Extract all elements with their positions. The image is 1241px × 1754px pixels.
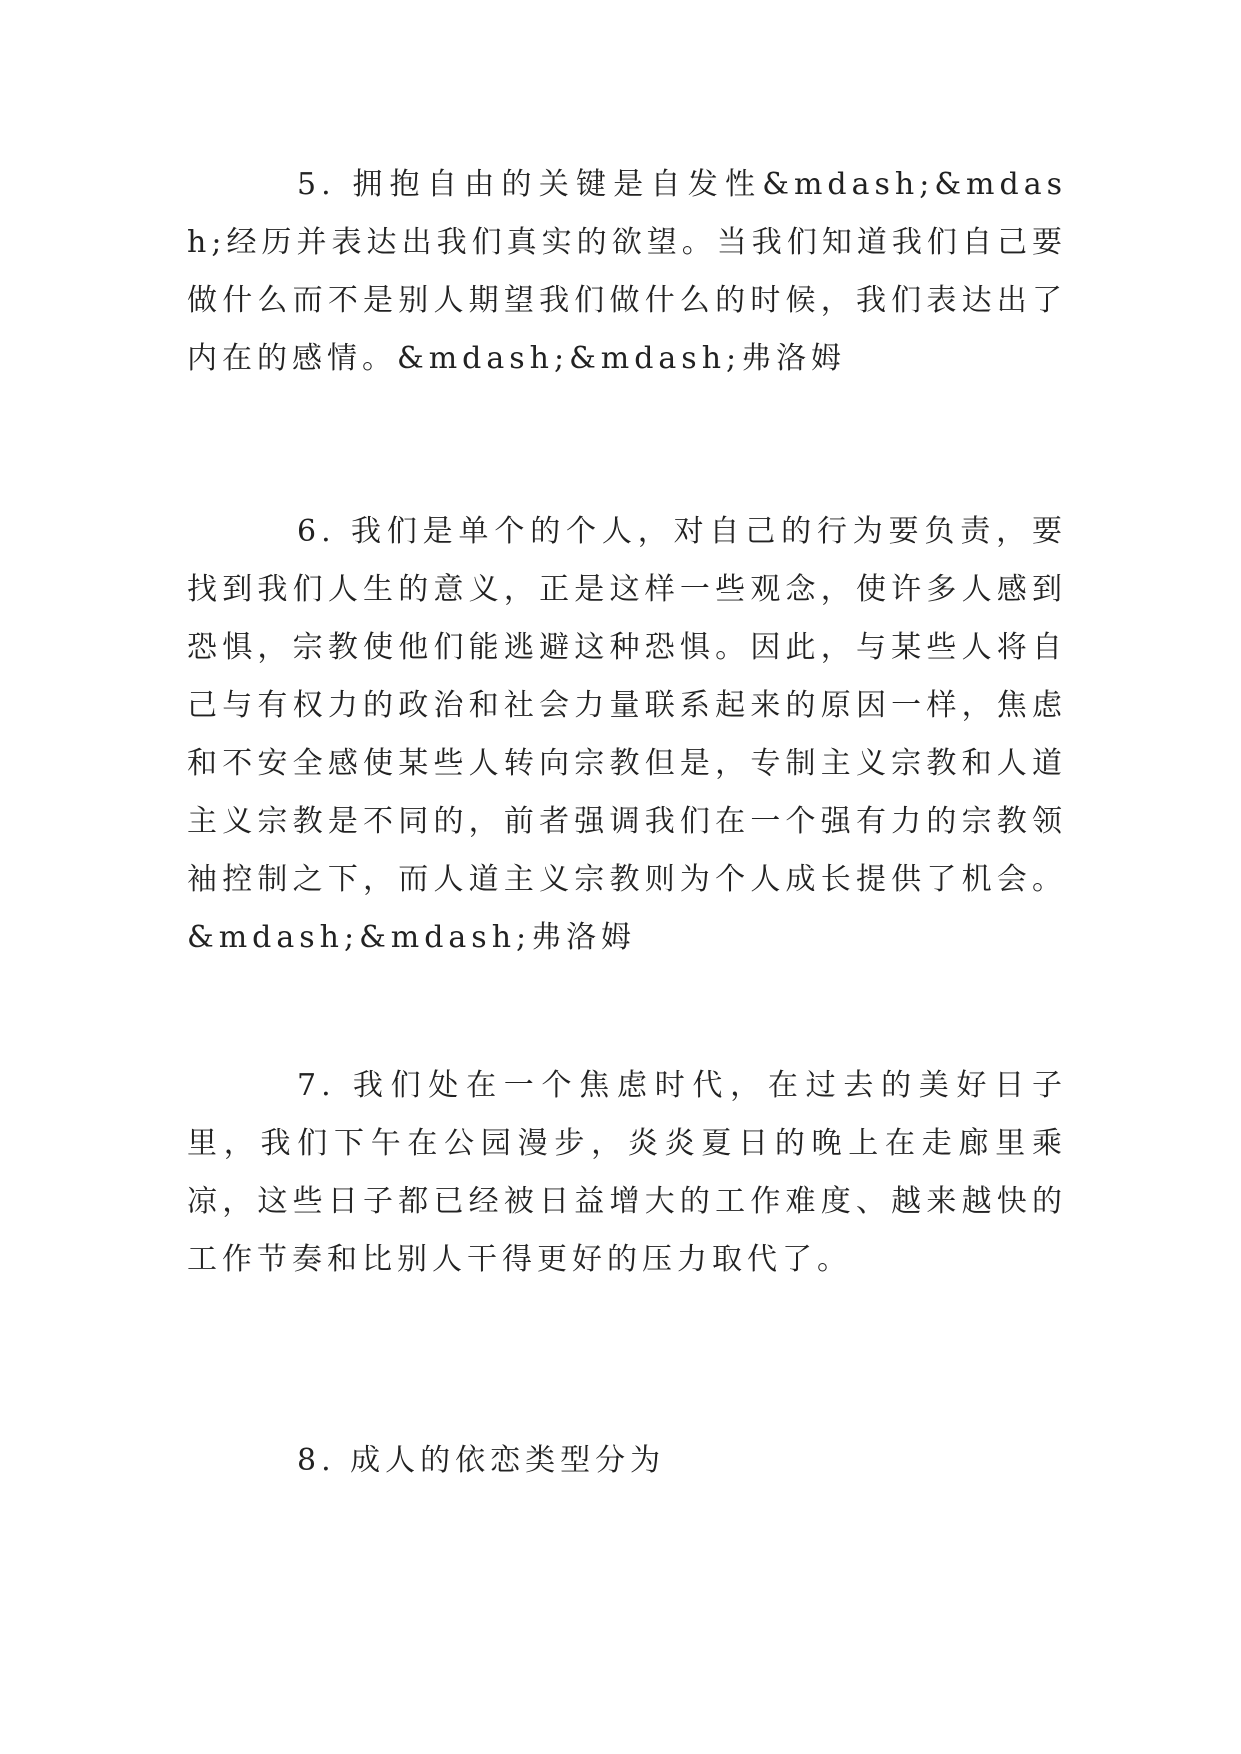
- paragraph-7-text: 7. 我们处在一个焦虑时代，在过去的美好日子里，我们下午在公园漫步，炎炎夏日的晚上在走廊里乘凉，这些日子都已经被日益增大的工作难度、越来越快的工作节奏和比别人干得更好的压力取代了。: [187, 1068, 1067, 1277]
- paragraph-5-text: 5. 拥抱自由的关键是自发性&mdash;&mdash;经历并表达出我们真实的欲望。当我们知道我们自己要做什么而不是别人期望我们做什么的时候，我们表达出了内在的感情。&mdash;&mdash;弗洛姆: [187, 167, 1067, 376]
- paragraph-7: [187, 1057, 1067, 1289]
- paragraph-5: [187, 156, 1067, 388]
- paragraph-8: [187, 1432, 1067, 1490]
- paragraph-8-text: 8. 成人的依恋类型分为: [297, 1443, 666, 1478]
- paragraph-6-text: 6. 我们是单个的个人，对自己的行为要负责，要找到我们人生的意义，正是这样一些观念，使许多人感到恐惧，宗教使他们能逃避这种恐惧。因此，与某些人将自己与有权力的政治和社会力量联系起来的原因一样，焦虑和不安全感使某些人转向宗教但是，专制主义宗教和人道主义宗教是不同的，前者强调我们在一个强有力的宗教领袖控制之下，而人道主义宗教则为个人成长提供了机会。&mdash;&mdash;弗洛姆: [187, 514, 1067, 955]
- paragraph-6: [187, 503, 1067, 967]
